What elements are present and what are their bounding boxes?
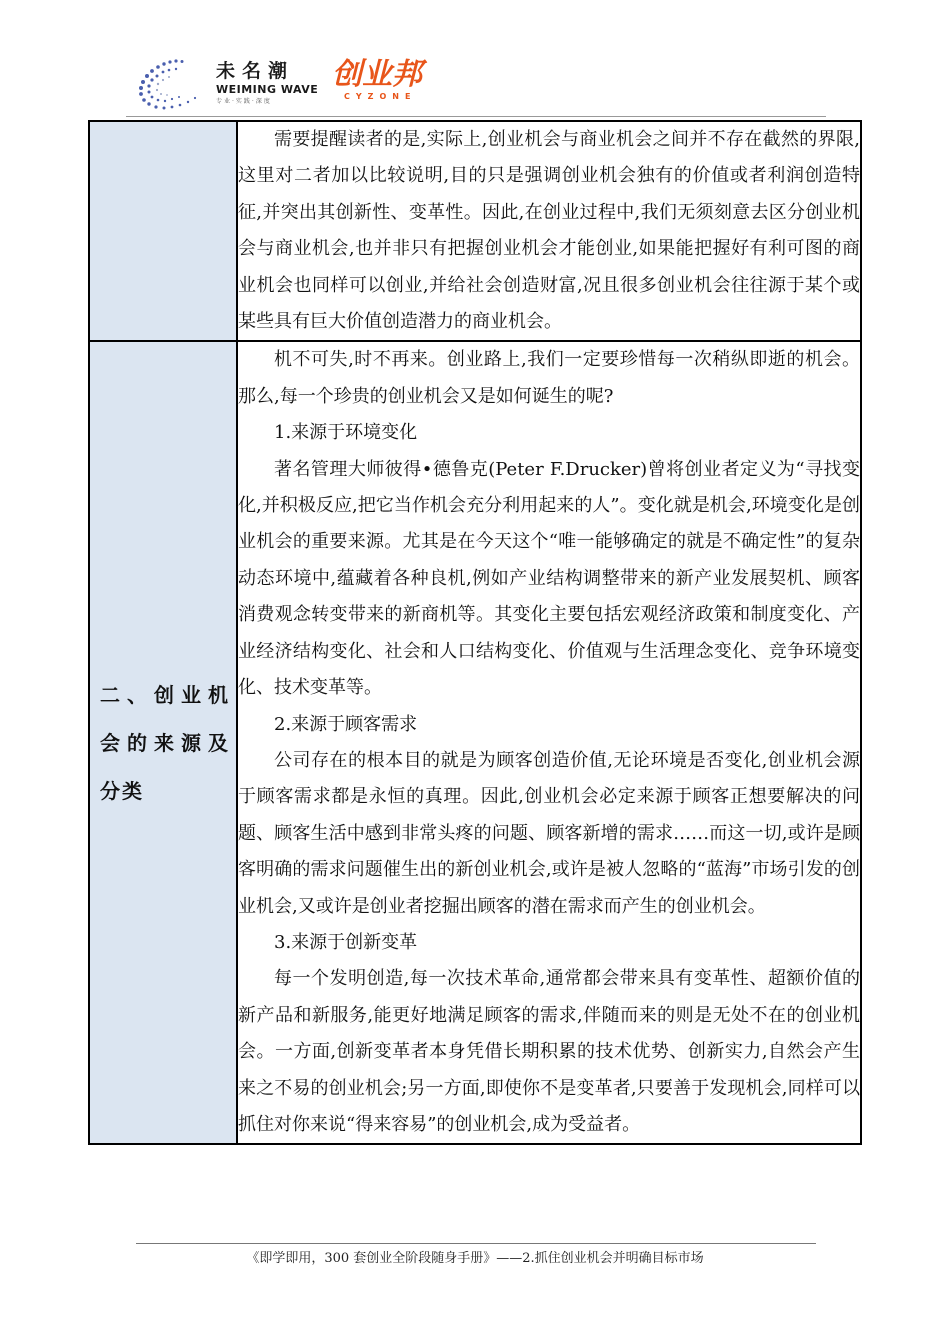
paragraph: 每一个发明创造,每一次技术革命,通常都会带来具有变革性、超额价值的新产品和新服务,能更好地满足顾客的需求,伴随而来的则是无处不在的创业机会。一方面,创新变革者本身凭借长期积累的技术优势、创新实力,自然会产生来之不易的创业机会;另一方面,即使你不是变革者,只要善于发现机会,同样可以抓住对你来说“得来容易”的创业机会,成为受益者。 <box>238 968 860 1135</box>
cyzone-logo <box>332 58 422 102</box>
subheading: 1.来源于环境变化 <box>274 422 418 444</box>
paragraph: 著名管理大师彼得•德鲁克(Peter F.Drucker)曾将创业者定义为“寻找变化,并积极反应,把它当作机会充分利用起来的人”。变化就是机会,环境变化是创业机会的重要来源。尤其是在今天这个“唯一能够确定的就是不确定性”的复杂动态环境中,蕴藏着各种良机,例如产业结构调整带来的新产业发展契机、顾客消费观念转变带来的新商机等。其变化主要包括宏观经济政策和制度变化、产业经济结构变化、社会和人口结构变化、价值观与生活理念变化、竞争环境变化、技术变革等。 <box>238 458 860 699</box>
content-table <box>88 120 862 1145</box>
page-footer: 《即学即用，300 套创业全阶段随身手册》——2.抓住创业机会并明确目标市场 <box>246 1251 704 1266</box>
footer-divider <box>136 1243 816 1244</box>
weiming-wave-logo-icon <box>130 54 212 112</box>
subheading: 3.来源于创新变革 <box>274 931 418 953</box>
table-row <box>89 121 861 341</box>
table-row <box>89 341 861 1144</box>
row2-content-cell <box>237 341 861 1144</box>
row2-label-cell <box>89 341 237 1144</box>
paragraph: 公司存在的根本目的就是为顾客创造价值,无论环境是否变化,创业机会源于顾客需求都是永恒的真理。因此,创业机会必定来源于顾客正想要解决的问题、顾客生活中感到非常头疼的问题、顾客新增的需求……而这一切,或许是顾客明确的需求问题催生出的新创业机会,或许是被人忽略的“蓝海”市场引发的创业机会,又或许是创业者挖掘出顾客的潜在需求而产生的创业机会。 <box>238 749 860 917</box>
section-heading: 二、创业机会的来源及分类 <box>100 682 230 803</box>
cyzone-chinese-name: 创业邦 <box>332 57 422 92</box>
logo-chinese-name: 未名潮 <box>216 60 295 82</box>
logo-english-name: WEIMING WAVE <box>216 83 319 96</box>
paragraph: 机不可失,时不再来。创业路上,我们一定要珍惜每一次稍纵即逝的机会。那么,每一个珍贵的创业机会又是如何诞生的呢? <box>238 349 860 407</box>
header-divider <box>126 116 826 117</box>
logo-tagline: 专业·实践·深度 <box>216 98 272 105</box>
row1-content-cell <box>237 121 861 341</box>
row1-label-cell <box>89 121 237 341</box>
page-header <box>130 52 830 114</box>
weiming-wave-wordmark <box>216 60 318 106</box>
subheading: 2.来源于顾客需求 <box>274 713 418 735</box>
cyzone-english-name: CYZONE <box>344 92 417 101</box>
paragraph: 需要提醒读者的是,实际上,创业机会与商业机会之间并不存在截然的界限,这里对二者加以比较说明,目的只是强调创业机会独有的价值或者利润创造特征,并突出其创新性、变革性。因此,在创业过程中,我们无须刻意去区分创业机会与商业机会,也并非只有把握创业机会才能创业,如果能把握好有利可图的商业机会也同样可以创业,并给社会创造财富,况且很多创业机会往往源于某个或某些具有巨大价值创造潜力的商业机会。 <box>238 129 860 333</box>
